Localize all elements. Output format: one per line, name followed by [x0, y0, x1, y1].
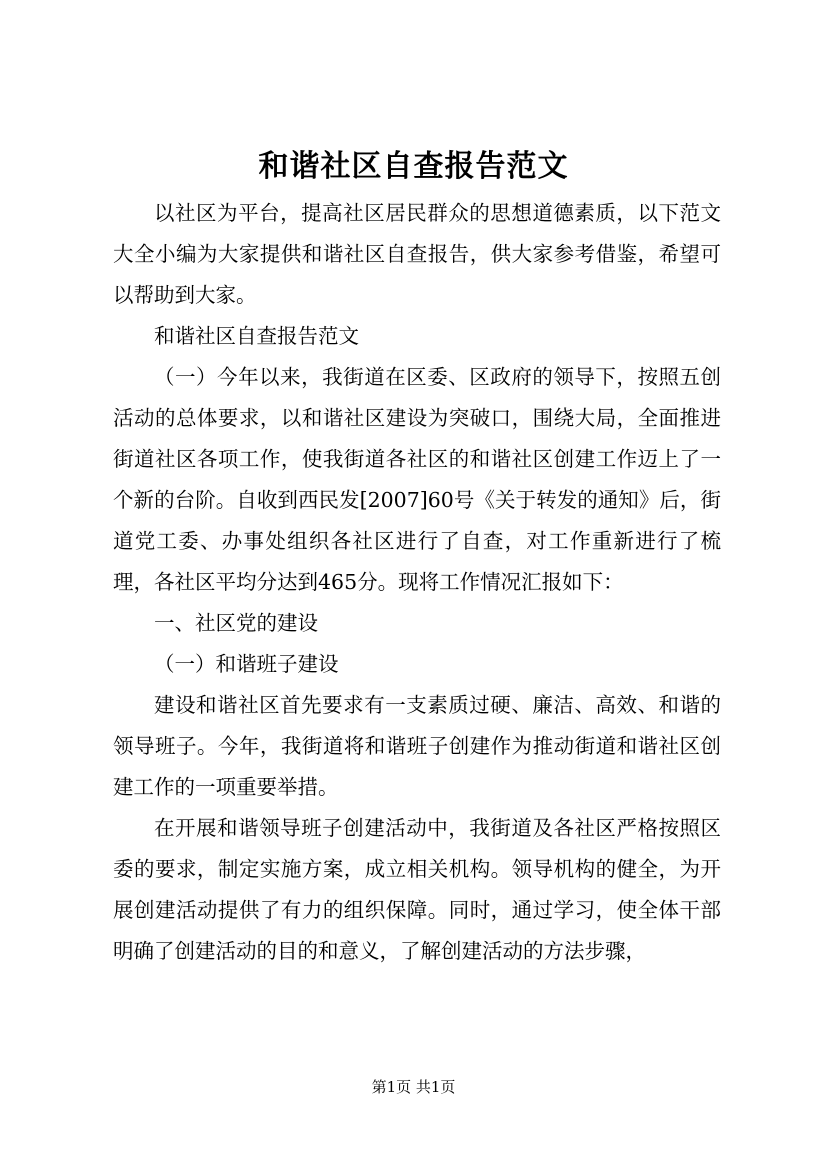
document-body — [113, 193, 721, 972]
section-heading: 一、社区党的建设 — [154, 611, 318, 635]
paragraph-intro: 以社区为平台，提高社区居民群众的思想道德素质，以下范文大全小编为大家提供和谐社区自查报告，供大家参考借鉴，希望可以帮助到大家。 — [113, 201, 721, 307]
paragraph-subtitle: 和谐社区自查报告范文 — [154, 324, 359, 348]
subsection-heading: （一）和谐班子建设 — [154, 652, 339, 676]
paragraph-activities: 在开展和谐领导班子创建活动中，我街道及各社区严格按照区委的要求，制定实施方案，成立相关机构。领导机构的健全，为开展创建活动提供了有力的组织保障。同时，通过学习，使全体干部明确了创建活动的目的和意义，了解创建活动的方法步骤， — [113, 816, 721, 963]
page-footer: 第1页 共1页 — [371, 1078, 456, 1096]
document-title: 和谐社区自查报告范文 — [258, 149, 569, 184]
paragraph-leadership: 建设和谐社区首先要求有一支素质过硬、廉洁、高效、和谐的领导班子。今年，我街道将和谐班子创建作为推动街道和谐社区创建工作的一项重要举措。 — [113, 693, 721, 799]
paragraph-overview: （一）今年以来，我街道在区委、区政府的领导下，按照五创活动的总体要求，以和谐社区建设为突破口，围绕大局，全面推进街道社区各项工作，使我街道各社区的和谐社区创建工作迈上了一个新的台阶。自收到西民发[2007]60号《关于转发的通知》后，街道党工委、办事处组织各社区进行了自查，对工作重新进行了梳理，各社区平均分达到465分。现将工作情况汇报如下： — [113, 365, 721, 594]
